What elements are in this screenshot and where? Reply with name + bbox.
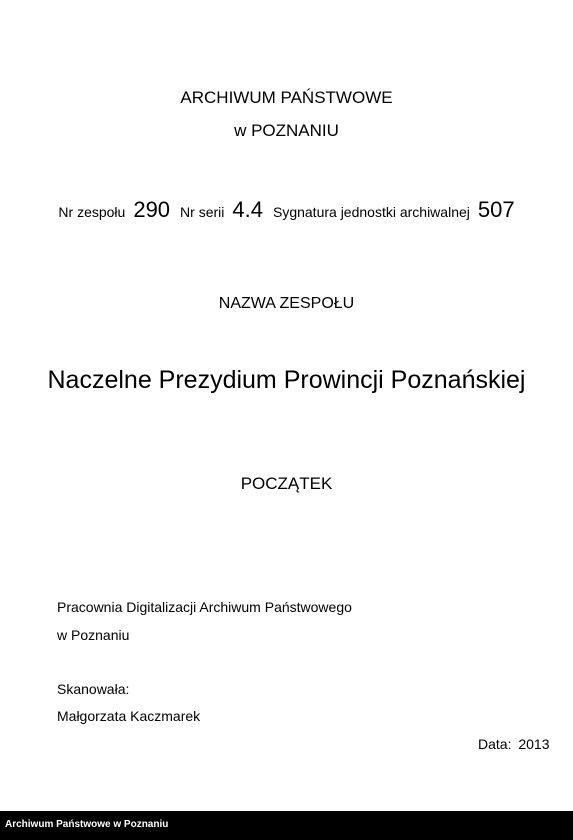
fonds-name: Naczelne Prezydium Prowincji Poznańskiej <box>47 366 526 394</box>
fonds-number-label: Nr zespołu <box>58 204 126 220</box>
date-row <box>478 736 550 752</box>
lab-city: w Poznaniu <box>57 627 130 643</box>
fonds-number-value: 290 <box>133 197 171 222</box>
unit-signature-label: Sygnatura jednostki archiwalnej <box>272 204 470 220</box>
date-value: 2013 <box>518 736 550 752</box>
footer-text: Archiwum Państwowe w Poznaniu <box>5 819 169 830</box>
scanned-by-name: Małgorzata Kaczmarek <box>57 708 201 724</box>
scanned-by-label: Skanowała: <box>57 681 130 697</box>
fonds-name-heading: NAZWA ZESPOŁU <box>218 295 355 312</box>
lab-name: Pracownia Digitalizacji Archiwum Państwowego <box>57 599 352 615</box>
archive-name: ARCHIWUM PAŃSTWOWE <box>180 88 393 107</box>
footer-bar <box>0 811 573 840</box>
signature-row <box>0 197 573 223</box>
archive-city: w POZNANIU <box>234 121 339 140</box>
date-label: Data: <box>478 736 512 752</box>
series-number-label: Nr serii <box>180 204 225 220</box>
unit-signature-value: 507 <box>477 197 515 222</box>
series-number-value: 4.4 <box>232 197 263 222</box>
sequence-marker: POCZĄTEK <box>240 474 333 493</box>
